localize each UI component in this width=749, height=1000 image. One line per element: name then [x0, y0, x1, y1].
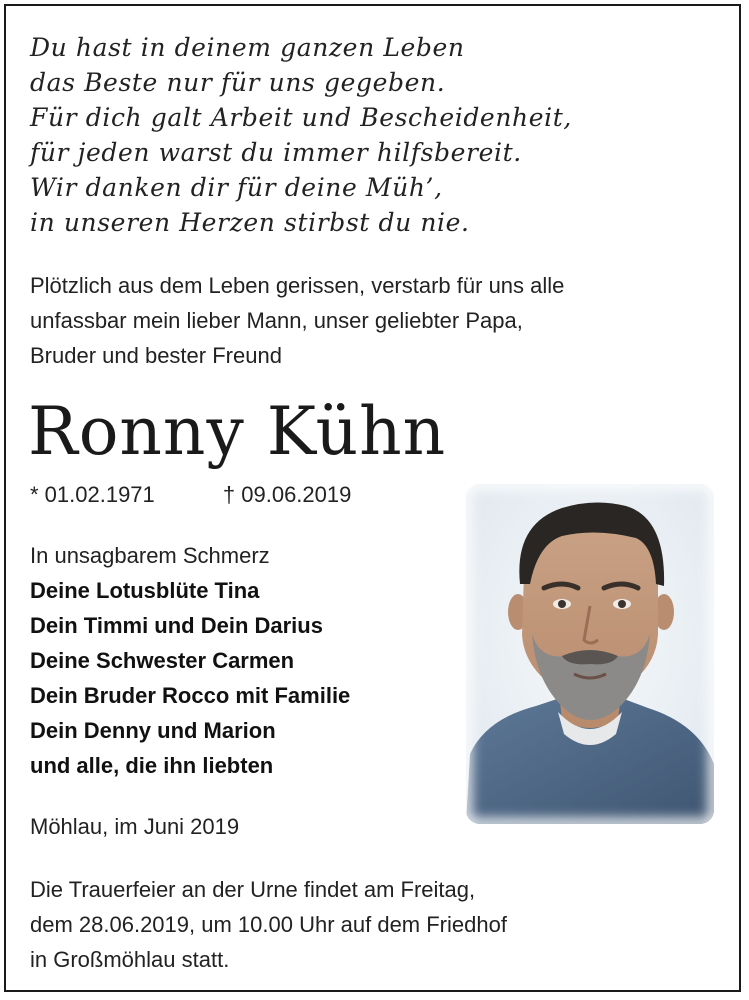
mourner-name: Deine Lotusblüte Tina — [30, 578, 260, 603]
mourner-name: Dein Denny und Marion — [30, 718, 276, 743]
death-date: † 09.06.2019 — [222, 482, 352, 507]
funeral-line: dem 28.06.2019, um 10.00 Uhr auf dem Friedhof — [30, 912, 507, 937]
intro-line: unfassbar mein lieber Mann, unser geliebter Papa, — [30, 308, 523, 333]
funeral-line: Die Trauerfeier an der Urne findet am Freitag, — [30, 877, 476, 902]
poem-line: Du hast in deinem ganzen Leben — [30, 33, 465, 62]
poem-line: Für dich galt Arbeit und Bescheidenheit, — [30, 103, 572, 132]
poem-line: in unseren Herzen stirbst du nie. — [30, 208, 470, 237]
funeral-line: in Großmöhlau statt. — [30, 947, 230, 972]
mourner-name: Deine Schwester Carmen — [30, 648, 295, 673]
funeral-notice — [30, 872, 507, 977]
intro-text — [30, 268, 730, 373]
poem-line: Wir danken dir für deine Müh’, — [30, 173, 443, 202]
poem-line: das Beste nur für uns gegeben. — [30, 68, 446, 97]
mourner-name: und alle, die ihn liebten — [30, 753, 274, 778]
portrait-photo — [466, 484, 714, 824]
poem-line: für jeden warst du immer hilfsbereit. — [30, 138, 522, 167]
deceased-name: Ronny Kühn — [28, 393, 447, 470]
place-date: Möhlau, im Juni 2019 — [30, 814, 240, 839]
life-dates — [30, 480, 351, 510]
poem — [30, 30, 572, 240]
mourners-lead: In unsagbarem Schmerz — [30, 543, 270, 568]
portrait-illustration — [466, 484, 714, 824]
birth-date: * 01.02.1971 — [30, 482, 155, 507]
mourner-name: Dein Bruder Rocco mit Familie — [30, 683, 351, 708]
intro-line: Plötzlich aus dem Leben gerissen, verstarb für uns alle — [30, 273, 565, 298]
mourners-list — [30, 538, 350, 783]
intro-line: Bruder und bester Freund — [30, 343, 282, 368]
mourner-name: Dein Timmi und Dein Darius — [30, 613, 323, 638]
